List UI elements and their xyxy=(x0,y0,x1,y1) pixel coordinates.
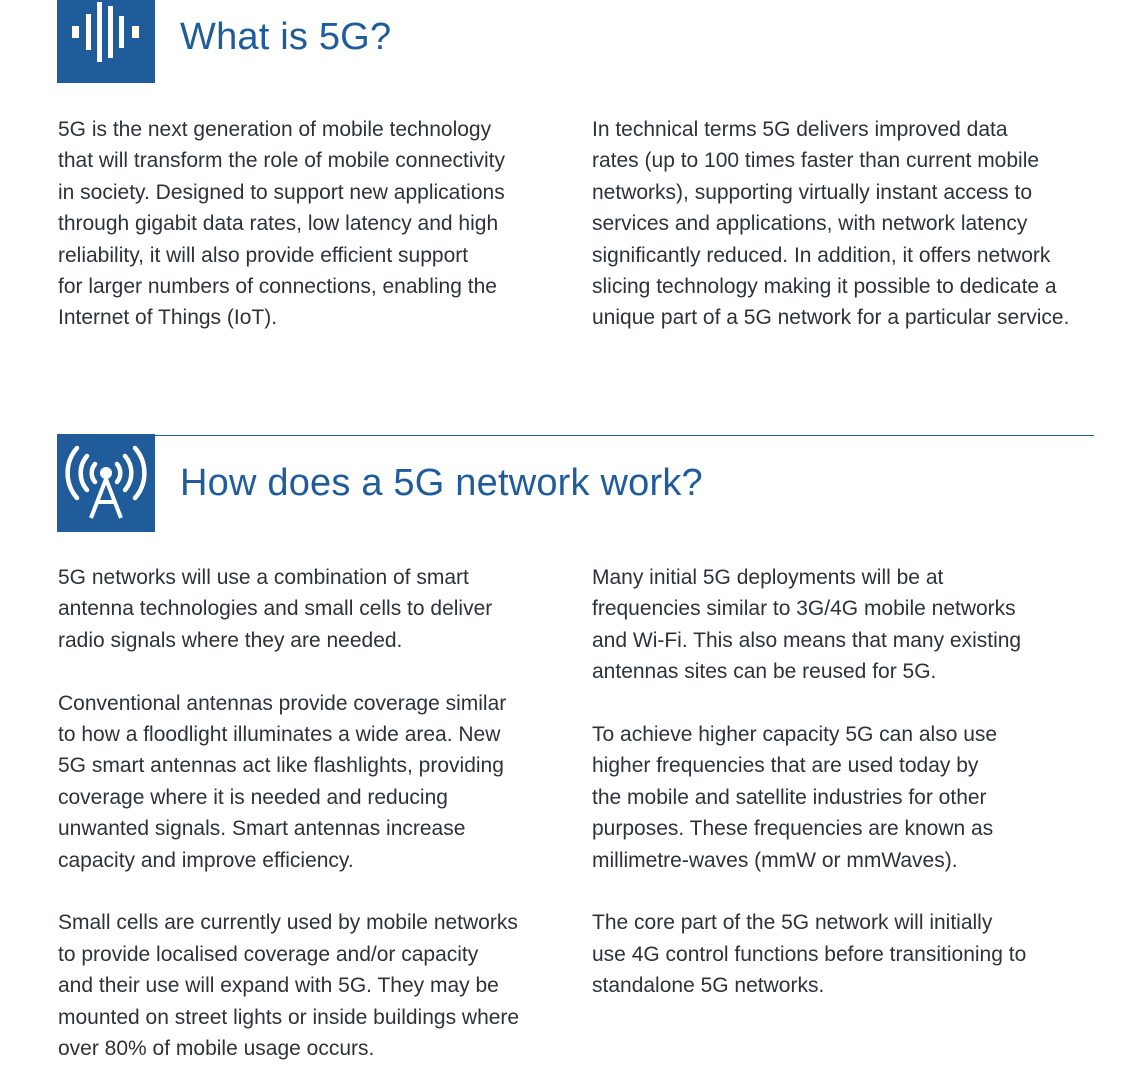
section-divider xyxy=(155,435,1094,436)
paragraph: Small cells are currently used by mobile networks to provide localised coverage and/or capacity and their use will expand with 5G. They may be mounted on street lights or inside buildings where over 80% of mobile usage occurs. xyxy=(58,911,520,1061)
section-icon-box xyxy=(57,0,155,83)
antenna-tower-icon xyxy=(65,442,147,525)
section-left-column xyxy=(58,562,568,1064)
paragraph: The core part of the 5G network will initially use 4G control functions before transitioning to standalone 5G networks. xyxy=(592,911,1027,998)
section-icon-box xyxy=(57,434,155,532)
paragraph: 5G is the next generation of mobile technology that will transform the role of mobile connectivity in society. Designed to support new applications through gigabit data rates, low latency and high reliability, it will also provide efficient support for larger numbers of connections, enabling the Internet of Things (IoT). xyxy=(58,118,506,330)
paragraph: To achieve higher capacity 5G can also use higher frequencies that are used today by the mobile and satellite industries for other purposes. These frequencies are known as millimetre-waves (mmW or mmWaves). xyxy=(592,723,998,872)
audio-wave-icon xyxy=(66,2,146,67)
paragraph: Conventional antennas provide coverage similar to how a floodlight illuminates a wide area. New 5G smart antennas act like flashlights, providing coverage where it is needed and reducing unwanted signals. Smart antennas increase capacity and improve efficiency. xyxy=(58,691,507,872)
paragraph: 5G networks will use a combination of smart antenna technologies and small cells to deliver radio signals where they are needed. xyxy=(58,566,493,652)
section-title: How does a 5G network work? xyxy=(180,462,703,504)
paragraph: In technical terms 5G delivers improved data rates (up to 100 times faster than current mobile networks), supporting virtually instant access to services and applications, with network latency significantly reduced. In addition, it offers network slicing technology making it possible to dedicate a unique part of a 5G network for a particular service. xyxy=(592,118,1070,330)
paragraph: Many initial 5G deployments will be at frequencies similar to 3G/4G mobile networks and Wi-Fi. This also means that many existing antennas sites can be reused for 5G. xyxy=(592,566,1022,684)
section-right-column xyxy=(592,114,1102,334)
section-right-column xyxy=(592,562,1102,1002)
section-title: What is 5G? xyxy=(180,16,392,58)
section-left-column xyxy=(58,114,568,334)
